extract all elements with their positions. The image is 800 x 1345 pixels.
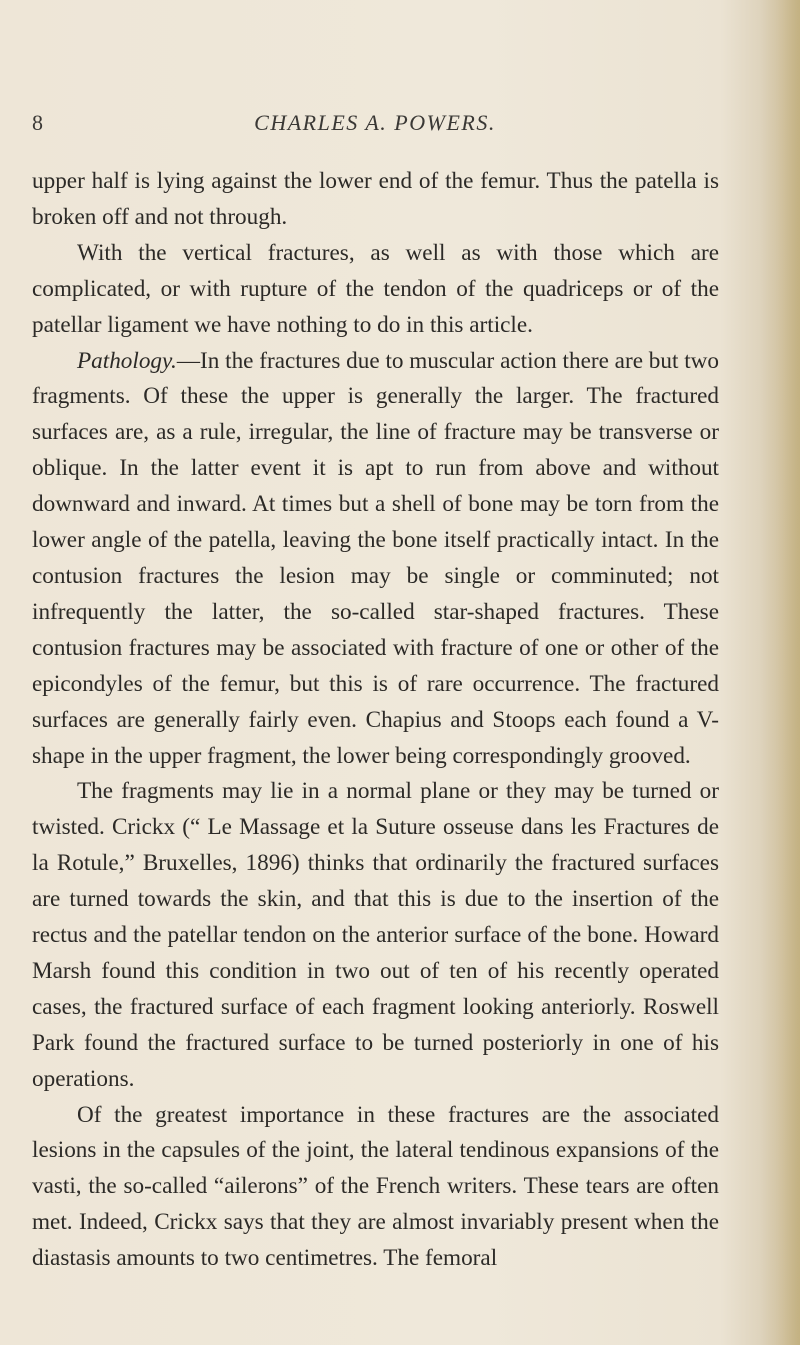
paragraph-5: Of the greatest importance in these fractures are the associated lesions in the capsules of the joint, the lateral tendinous expansions of the vasti, the so-called “ailerons” of the French writers. These tears are often met. Indeed, Crickx says that they are almost invariably present when the diastasis amounts to two centimetres. The femoral — [32, 1101, 719, 1272]
page-header — [32, 106, 718, 140]
paragraph-2: With the vertical fractures, as well as with those which are complicated, or with rupture of the tendon of the quadriceps or of the patellar ligament we have nothing to do in this article. — [32, 239, 719, 338]
paragraph-3-text: —In the fractures due to muscular action there are but two fragments. Of these the upper is generally the larger. The fractured surfaces are, as a rule, irregular, the line of fracture may be transverse or oblique. In the latter event it is apt to run from above and without downward and inward. At times but a shell of bone may be torn from the lower angle of the patella, leaving the bone itself practically intact. In the contusion fractures the lesion may be single or comminuted; not infrequently the latter, the so-called star-shaped fractures. These contusion fractures may be associated with fracture of one or other of the epicondyles of the femur, but this is of rare occurrence. The fractured surfaces are generally fairly even. Chapius and Stoops each found a V-shape in the upper fragment, the lower being correspondingly grooved. — [32, 347, 719, 769]
page-number: 8 — [32, 110, 43, 135]
running-title: CHARLES A. POWERS. — [254, 110, 496, 135]
paragraph-3 — [32, 344, 719, 775]
section-label-pathology: Pathology. — [77, 347, 177, 374]
paragraph-4: The fragments may lie in a normal plane or they may be turned or twisted. Crickx (“ Le Massage et la Suture osseuse dans les Fractures de la Rotule,” Bruxelles, 1896) thinks that ordinarily the fractured surfaces are turned towards the skin, and that this is due to the insertion of the rectus and the patellar tendon on the anterior surface of the bone. Howard Marsh found this condition in two out of ten of his recently operated cases, the fractured surface of each fragment looking anteriorly. Roswell Park found the fractured surface to be turned posteriorly in one of his operations. — [32, 778, 719, 1092]
page-edge-stain — [760, 0, 800, 1345]
body-text — [32, 164, 719, 1277]
paragraph-1: upper half is lying against the lower end of the femur. Thus the patella is broken off and not through. — [32, 168, 719, 230]
